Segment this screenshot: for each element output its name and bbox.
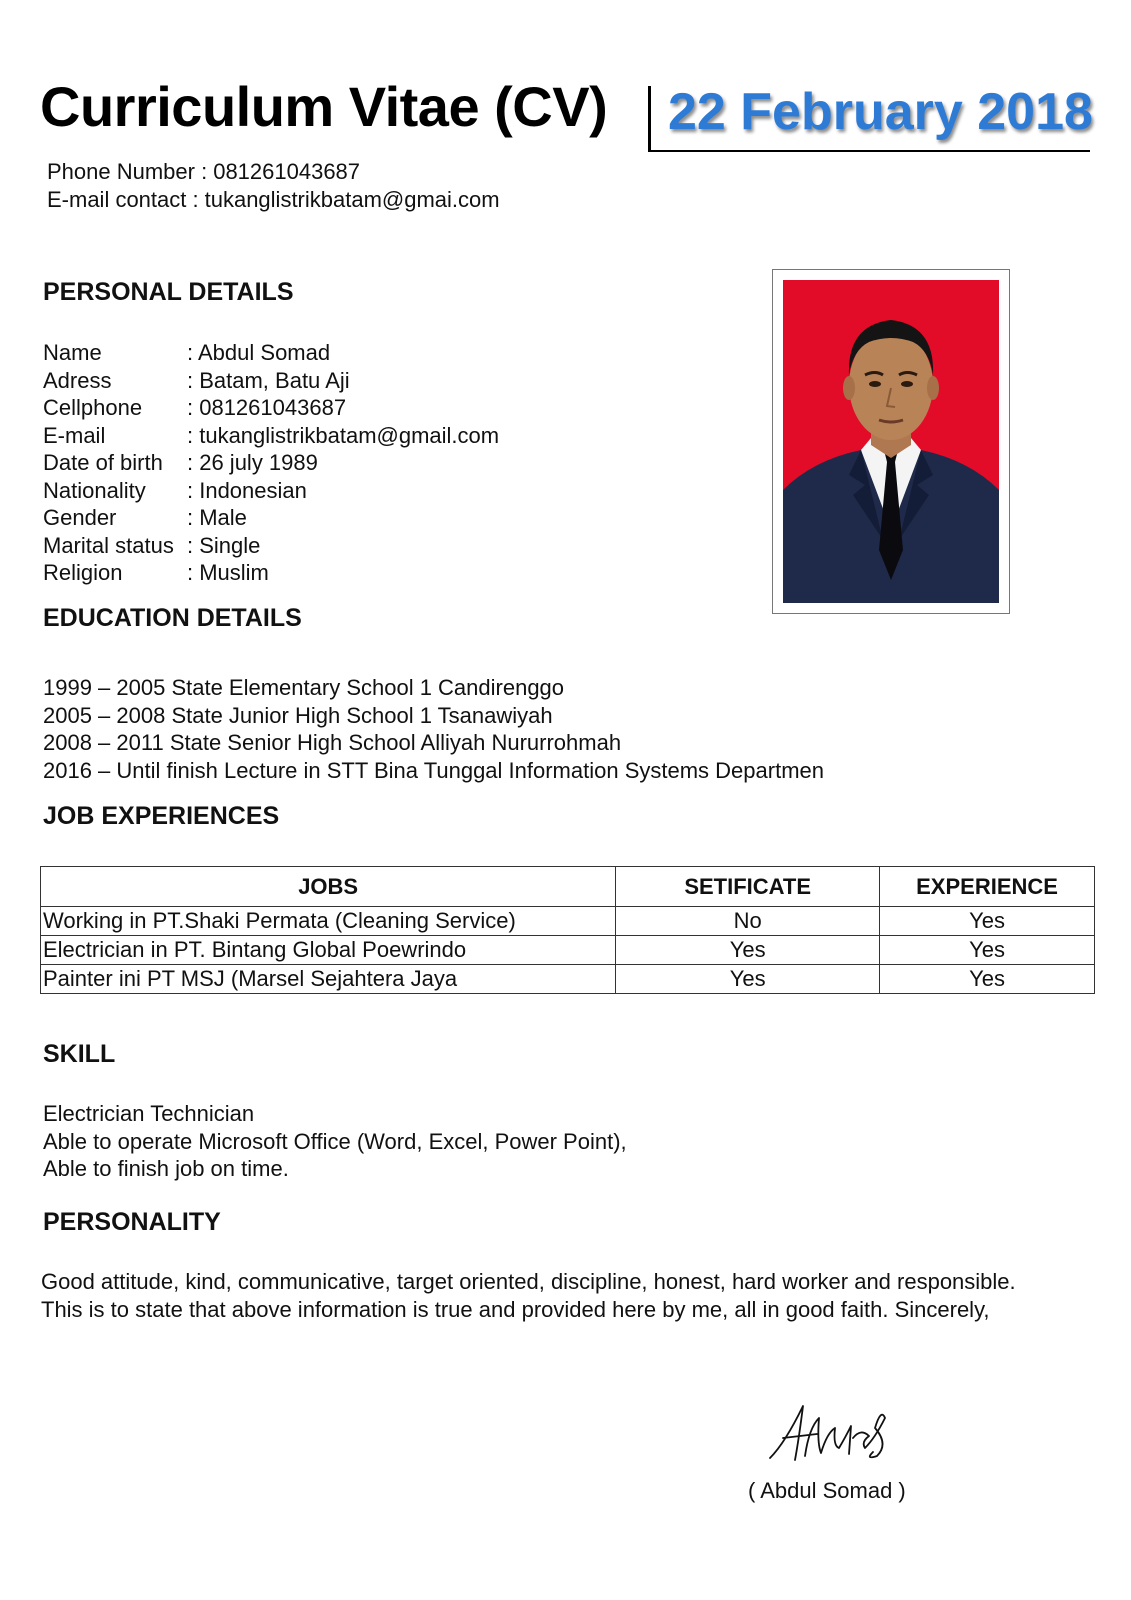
certificate-cell: Yes <box>616 936 880 965</box>
list-item: 2016 – Until finish Lecture in STT Bina Tunggal Information Systems Departmen <box>43 757 824 783</box>
phone-value: 081261043687 <box>213 159 361 184</box>
detail-value: : Single <box>187 532 261 558</box>
table-row <box>41 965 1095 994</box>
detail-label: Date of birth <box>43 450 163 475</box>
certificate-cell: No <box>616 907 880 936</box>
portrait-illustration <box>783 280 999 603</box>
column-header-jobs: JOBS <box>41 867 616 907</box>
detail-label: Gender <box>43 505 117 530</box>
cv-title: Curriculum Vitae (CV) <box>40 75 608 138</box>
education-list <box>43 674 824 784</box>
detail-label: Marital status <box>43 532 174 558</box>
table-row <box>41 907 1095 936</box>
detail-value: : tukanglistrikbatam@gmail.com <box>187 422 500 448</box>
skill-heading: SKILL <box>43 1040 116 1068</box>
detail-row-name <box>43 339 499 367</box>
detail-label: Cellphone <box>43 395 143 420</box>
phone-label: Phone Number : <box>47 159 208 184</box>
job-experiences-table <box>40 866 1095 994</box>
list-item: 2008 – 2011 State Senior High School Alliyah Nururrohmah <box>43 730 622 755</box>
detail-value: : 081261043687 <box>187 395 347 420</box>
column-header-experience: EXPERIENCE <box>880 867 1095 907</box>
job-cell: Painter ini PT MSJ (Marsel Sejahtera Jaya <box>41 965 616 994</box>
cv-date: 22 February 2018 <box>668 83 1093 141</box>
title-underline <box>648 150 1090 152</box>
education-heading: EDUCATION DETAILS <box>43 604 302 632</box>
experience-cell: Yes <box>880 907 1095 936</box>
personal-details-heading: PERSONAL DETAILS <box>43 278 294 306</box>
detail-row-gender <box>43 504 499 532</box>
detail-label: E-mail <box>43 422 106 448</box>
certificate-cell: Yes <box>616 965 880 994</box>
personality-line: This is to state that above information is true and provided here by me, all in good faith. Sincerely, <box>41 1297 990 1322</box>
job-experiences-heading: JOB EXPERIENCES <box>43 802 280 830</box>
table-row <box>41 936 1095 965</box>
list-item: 1999 – 2005 State Elementary School 1 Candirenggo <box>43 675 565 700</box>
detail-row-address <box>43 367 499 395</box>
list-item: 2005 – 2008 State Junior High School 1 Tsanawiyah <box>43 702 553 728</box>
detail-row-religion <box>43 559 499 587</box>
handwritten-signature <box>765 1398 905 1468</box>
contact-email-row <box>47 186 500 214</box>
personality-heading: PERSONALITY <box>43 1208 221 1236</box>
list-item: Electrician Technician <box>43 1101 255 1126</box>
personal-details-list <box>43 339 499 587</box>
title-divider <box>648 86 651 152</box>
detail-row-email <box>43 422 499 450</box>
detail-label: Name <box>43 340 102 365</box>
detail-label: Nationality <box>43 477 146 503</box>
signature-name: ( Abdul Somad ) <box>748 1478 906 1503</box>
personality-text <box>41 1268 1016 1324</box>
detail-value: : Batam, Batu Aji <box>187 367 350 393</box>
contact-phone-row <box>47 158 500 186</box>
personality-line: Good attitude, kind, communicative, target oriented, discipline, honest, hard worker and responsible. <box>41 1269 1016 1294</box>
experience-cell: Yes <box>880 936 1095 965</box>
job-cell: Working in PT.Shaki Permata (Cleaning Service) <box>41 907 616 936</box>
detail-value: : 26 july 1989 <box>187 450 318 475</box>
table-header-row <box>41 867 1095 907</box>
detail-row-cellphone <box>43 394 499 422</box>
detail-value: : Indonesian <box>187 477 307 503</box>
detail-value: : Muslim <box>187 560 269 585</box>
list-item: Able to operate Microsoft Office (Word, Excel, Power Point), <box>43 1128 627 1154</box>
job-cell: Electrician in PT. Bintang Global Poewrindo <box>41 936 616 965</box>
detail-label: Religion <box>43 560 123 585</box>
detail-label: Adress <box>43 367 112 393</box>
email-value: tukanglistrikbatam@gmai.com <box>204 187 500 212</box>
profile-photo-frame <box>772 269 1010 614</box>
detail-row-marital <box>43 532 499 560</box>
detail-row-dob <box>43 449 499 477</box>
skill-list <box>43 1100 627 1183</box>
list-item: Able to finish job on time. <box>43 1156 289 1181</box>
contact-block <box>47 158 500 214</box>
experience-cell: Yes <box>880 965 1095 994</box>
detail-row-nationality <box>43 477 499 505</box>
email-label: E-mail contact : <box>47 187 199 212</box>
profile-photo <box>783 280 999 603</box>
detail-value: : Abdul Somad <box>187 340 331 365</box>
column-header-certificate: SETIFICATE <box>616 867 880 907</box>
detail-value: : Male <box>187 505 247 530</box>
